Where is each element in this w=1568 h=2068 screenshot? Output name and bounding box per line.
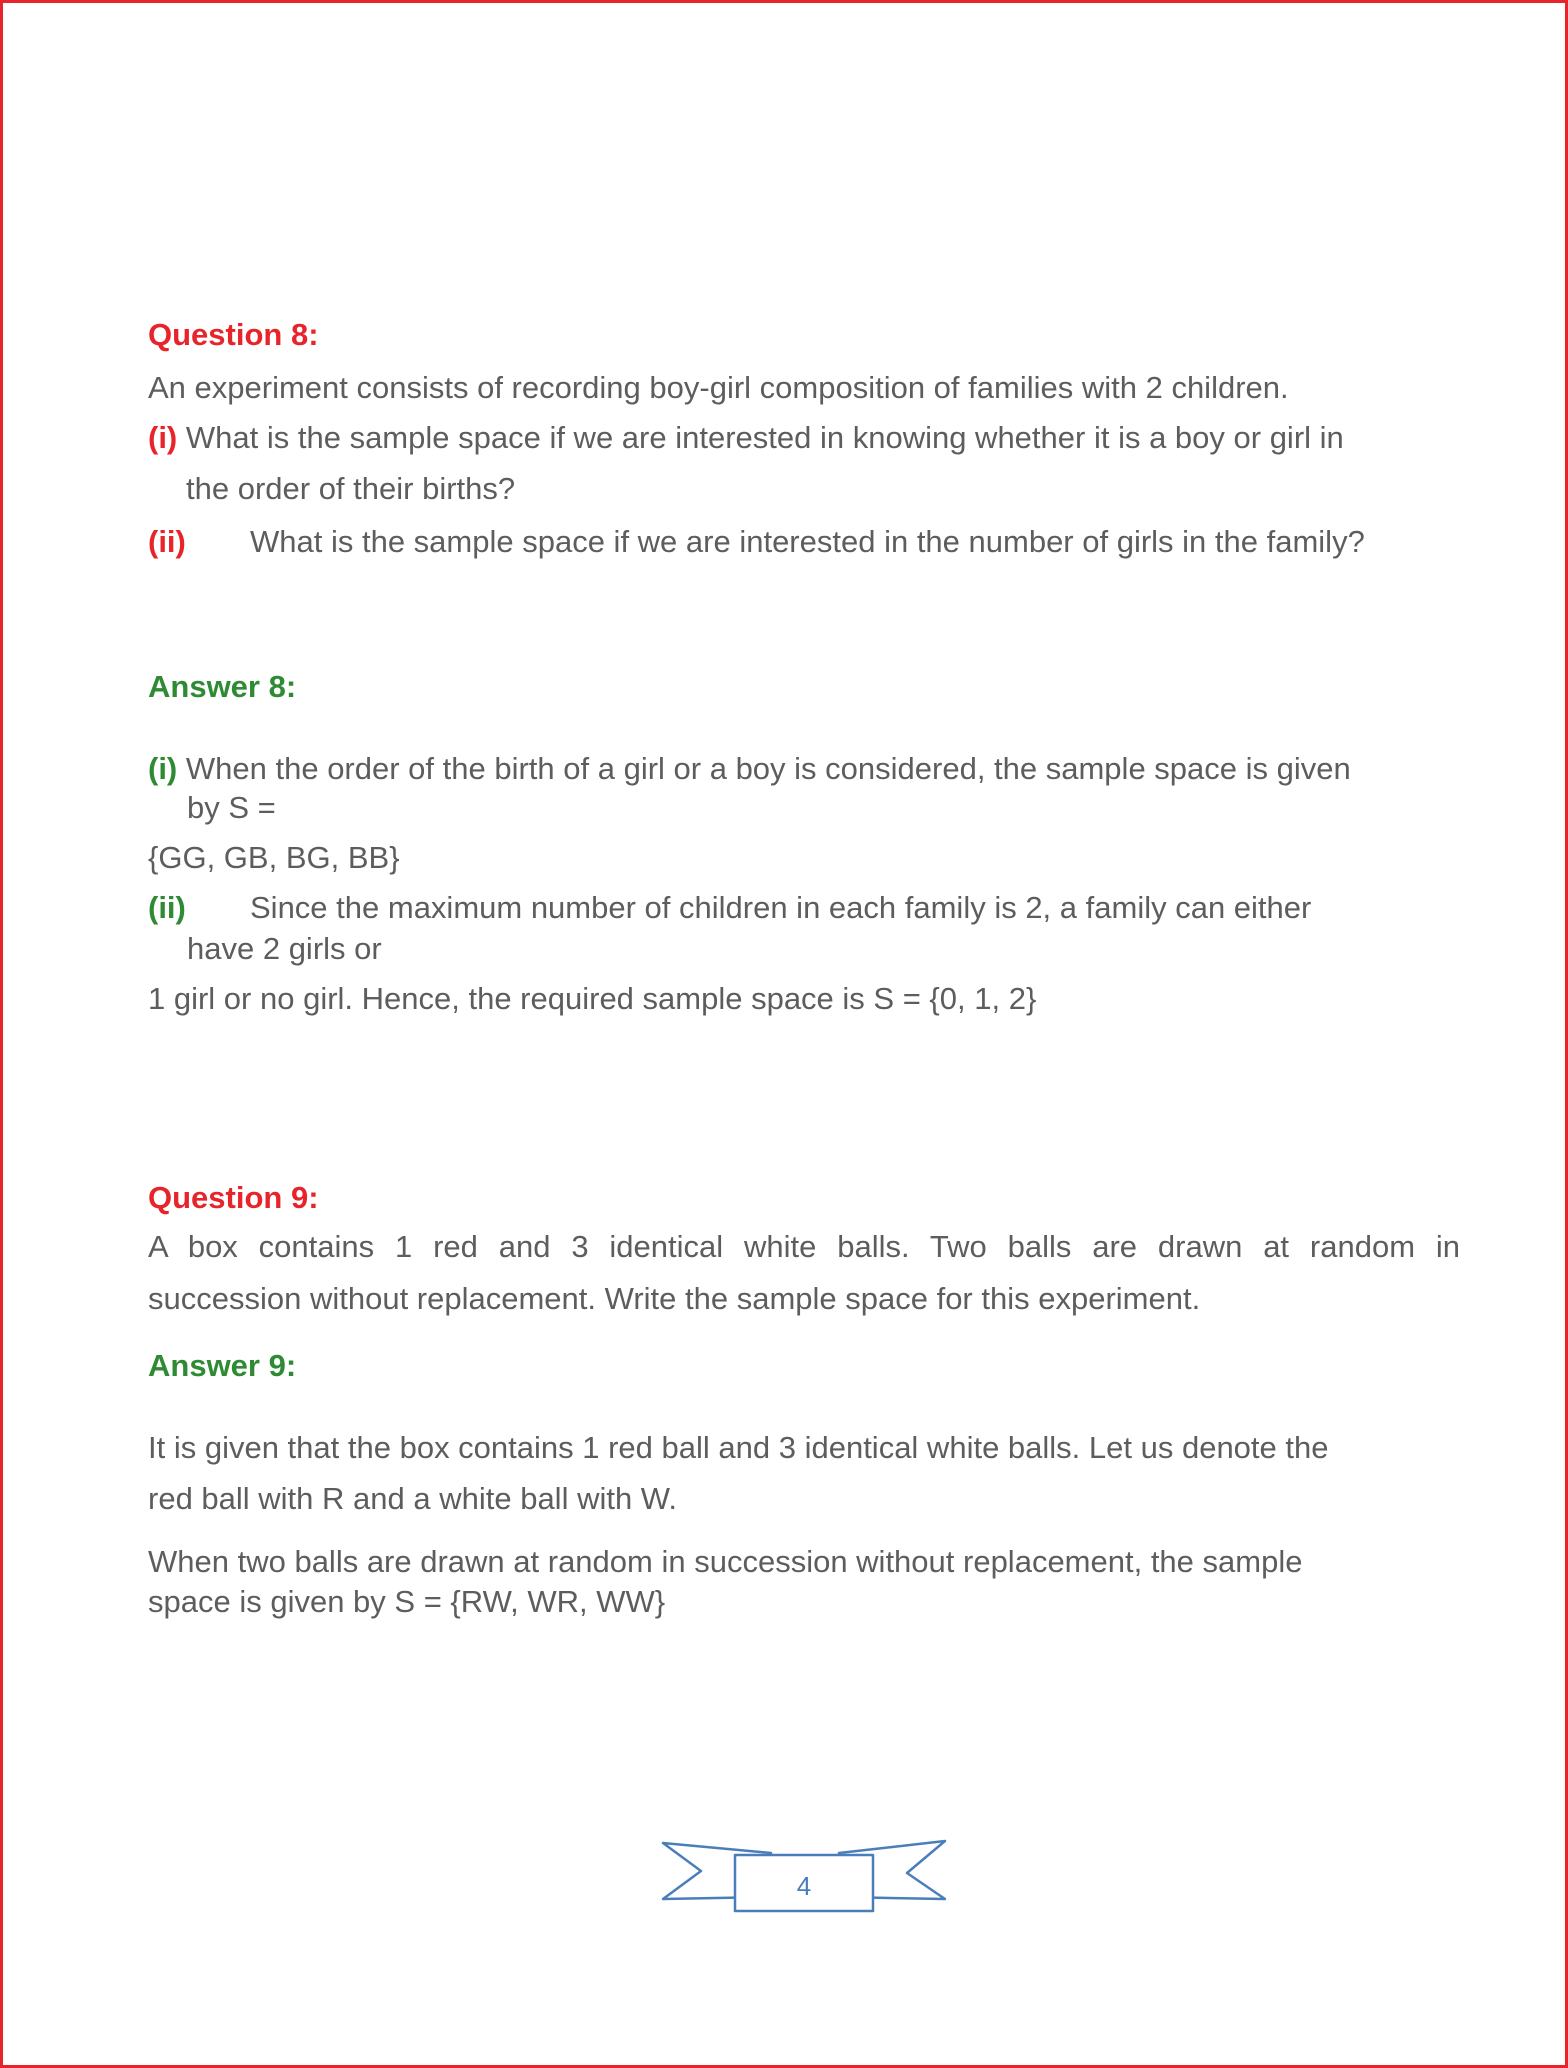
question-8-part-1-text: What is the sample space if we are interested in knowing whether it is a boy or girl in [185, 420, 1344, 455]
question-8-part-2-text: What is the sample space if we are interested in the number of girls in the family? [250, 524, 1365, 559]
question-8-intro: An experiment consists of recording boy-girl composition of families with 2 children. [148, 370, 1289, 405]
question-9-line-2: succession without replacement. Write the sample space for this experiment. [148, 1281, 1201, 1316]
answer-8-sample-space-2: 1 girl or no girl. Hence, the required sample space is S = {0, 1, 2} [148, 981, 1037, 1016]
answer-8-part-1-text: When the order of the birth of a girl or a boy is considered, the sample space is given [185, 751, 1351, 786]
question-8-part-2-label [148, 523, 186, 561]
answer-8-part-2-label [148, 889, 186, 927]
answer-8-part-2-text: Since the maximum number of children in each family is 2, a family can either [250, 890, 1312, 925]
question-8-part-1-continued: the order of their births? [186, 471, 516, 506]
answer-8-part-1-continued: by S = [187, 790, 276, 825]
question-8-part-1-label: (i) [148, 420, 178, 455]
answer-8-heading: Answer 8: [148, 669, 297, 704]
answer-9-heading: Answer 9: [148, 1348, 297, 1383]
answer-8-part-1-label: (i) [148, 751, 178, 786]
answer-8-sample-space-1: {GG, GB, BG, BB} [148, 840, 400, 875]
answer-8-part-2-label-text: (ii) [148, 890, 186, 925]
answer-8-part-2-continued: have 2 girls or [187, 931, 382, 966]
answer-8-part-1 [148, 750, 1351, 788]
question-8-heading: Question 8: [148, 317, 319, 352]
question-9-heading: Question 9: [148, 1180, 319, 1215]
question-9-line-1: A box contains 1 red and 3 identical white balls. Two balls are drawn at random in [148, 1229, 1460, 1264]
question-8-part-1 [148, 419, 1344, 457]
answer-9-paragraph-2-line-1: When two balls are drawn at random in succession without replacement, the sample [148, 1544, 1303, 1579]
answer-9-paragraph-1-line-2: red ball with R and a white ball with W. [148, 1481, 677, 1516]
answer-9-paragraph-1-line-1: It is given that the box contains 1 red ball and 3 identical white balls. Let us denote the [148, 1430, 1329, 1465]
answer-9-paragraph-2-line-2: space is given by S = {RW, WR, WW} [148, 1584, 666, 1619]
page-number: 4 [796, 1871, 812, 1901]
question-8-part-2-label-text: (ii) [148, 524, 186, 559]
